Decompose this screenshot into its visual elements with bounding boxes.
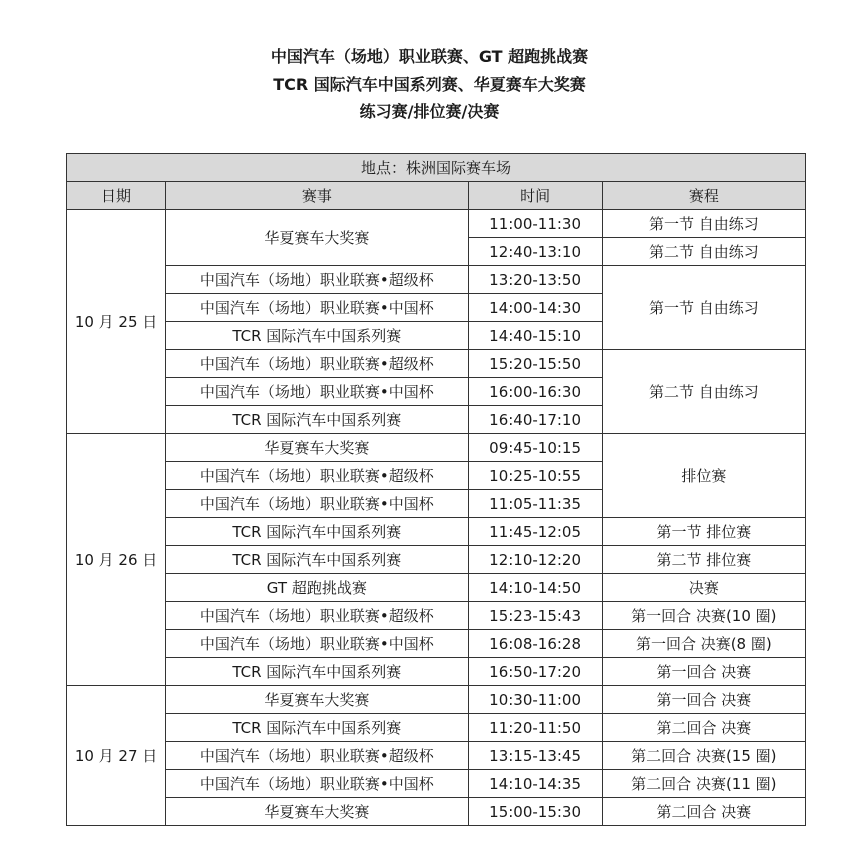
event-cell: 中国汽车（场地）职业联赛•中国杯 (166, 490, 468, 518)
event-cell: TCR 国际汽车中国系列赛 (166, 322, 468, 350)
event-cell: 中国汽车（场地）职业联赛•中国杯 (166, 630, 468, 658)
venue-label: 地点：株洲国际赛车场 (67, 154, 806, 182)
time-cell: 15:00-15:30 (468, 798, 602, 826)
event-cell: 中国汽车（场地）职业联赛•中国杯 (166, 294, 468, 322)
event-cell: TCR 国际汽车中国系列赛 (166, 658, 468, 686)
table-row (67, 266, 806, 294)
time-cell: 11:45-12:05 (468, 518, 602, 546)
event-cell: TCR 国际汽车中国系列赛 (166, 546, 468, 574)
schedule-cell: 第二回合 决赛 (602, 798, 805, 826)
event-cell: TCR 国际汽车中国系列赛 (166, 518, 468, 546)
event-cell: 中国汽车（场地）职业联赛•超级杯 (166, 266, 468, 294)
event-cell: 华夏赛车大奖赛 (166, 210, 468, 266)
event-cell: 中国汽车（场地）职业联赛•超级杯 (166, 742, 468, 770)
table-row (67, 630, 806, 658)
time-cell: 11:00-11:30 (468, 210, 602, 238)
table-row (67, 434, 806, 462)
event-cell: TCR 国际汽车中国系列赛 (166, 406, 468, 434)
event-cell: 华夏赛车大奖赛 (166, 434, 468, 462)
schedule-table (66, 153, 806, 826)
table-row (67, 798, 806, 826)
header-schedule: 赛程 (602, 182, 805, 210)
time-cell: 13:20-13:50 (468, 266, 602, 294)
time-cell: 10:25-10:55 (468, 462, 602, 490)
title-line-2: TCR 国际汽车中国系列赛、华夏赛车大奖赛 (273, 75, 586, 94)
header-row (67, 182, 806, 210)
table-row (67, 714, 806, 742)
table-row (67, 742, 806, 770)
time-cell: 14:40-15:10 (468, 322, 602, 350)
event-cell: 中国汽车（场地）职业联赛•超级杯 (166, 350, 468, 378)
header-date: 日期 (67, 182, 166, 210)
time-cell: 14:10-14:50 (468, 574, 602, 602)
schedule-cell: 第二节 排位赛 (602, 546, 805, 574)
time-cell: 10:30-11:00 (468, 686, 602, 714)
table-row (67, 658, 806, 686)
table-row (67, 574, 806, 602)
time-cell: 16:08-16:28 (468, 630, 602, 658)
table-row (67, 686, 806, 714)
schedule-cell: 第二回合 决赛(15 圈) (602, 742, 805, 770)
venue-row (67, 154, 806, 182)
table-row (67, 546, 806, 574)
table-row (67, 602, 806, 630)
header-event: 赛事 (166, 182, 468, 210)
title-line-3: 练习赛/排位赛/决赛 (359, 102, 500, 121)
event-cell: 华夏赛车大奖赛 (166, 686, 468, 714)
time-cell: 11:05-11:35 (468, 490, 602, 518)
time-cell: 15:20-15:50 (468, 350, 602, 378)
time-cell: 15:23-15:43 (468, 602, 602, 630)
time-cell: 16:00-16:30 (468, 378, 602, 406)
time-cell: 16:40-17:10 (468, 406, 602, 434)
schedule-cell: 第二回合 决赛 (602, 714, 805, 742)
date-cell: 10 月 26 日 (67, 434, 166, 686)
event-cell: TCR 国际汽车中国系列赛 (166, 714, 468, 742)
schedule-cell: 第二节 自由练习 (602, 238, 805, 266)
header-time: 时间 (468, 182, 602, 210)
schedule-cell: 第一节 排位赛 (602, 518, 805, 546)
date-cell: 10 月 27 日 (67, 686, 166, 826)
event-cell: 中国汽车（场地）职业联赛•超级杯 (166, 602, 468, 630)
time-cell: 09:45-10:15 (468, 434, 602, 462)
time-cell: 12:10-12:20 (468, 546, 602, 574)
date-cell: 10 月 25 日 (67, 210, 166, 434)
schedule-cell: 第一节 自由练习 (602, 266, 805, 350)
time-cell: 14:00-14:30 (468, 294, 602, 322)
schedule-cell: 第一回合 决赛 (602, 686, 805, 714)
time-cell: 14:10-14:35 (468, 770, 602, 798)
schedule-cell: 决赛 (602, 574, 805, 602)
schedule-cell: 第一回合 决赛 (602, 658, 805, 686)
table-row (67, 518, 806, 546)
event-cell: 中国汽车（场地）职业联赛•中国杯 (166, 770, 468, 798)
schedule-cell: 排位赛 (602, 434, 805, 518)
table-row (67, 350, 806, 378)
title-line-1: 中国汽车（场地）职业联赛、GT 超跑挑战赛 (270, 47, 589, 66)
event-cell: 华夏赛车大奖赛 (166, 798, 468, 826)
schedule-cell: 第二回合 决赛(11 圈) (602, 770, 805, 798)
event-cell: 中国汽车（场地）职业联赛•超级杯 (166, 462, 468, 490)
time-cell: 13:15-13:45 (468, 742, 602, 770)
time-cell: 11:20-11:50 (468, 714, 602, 742)
event-cell: GT 超跑挑战赛 (166, 574, 468, 602)
event-cell: 中国汽车（场地）职业联赛•中国杯 (166, 378, 468, 406)
schedule-cell: 第一回合 决赛(10 圈) (602, 602, 805, 630)
table-row (67, 770, 806, 798)
schedule-cell: 第一节 自由练习 (602, 210, 805, 238)
table-row (67, 210, 806, 238)
schedule-cell: 第二节 自由练习 (602, 350, 805, 434)
time-cell: 16:50-17:20 (468, 658, 602, 686)
schedule-cell: 第一回合 决赛(8 圈) (602, 630, 805, 658)
time-cell: 12:40-13:10 (468, 238, 602, 266)
